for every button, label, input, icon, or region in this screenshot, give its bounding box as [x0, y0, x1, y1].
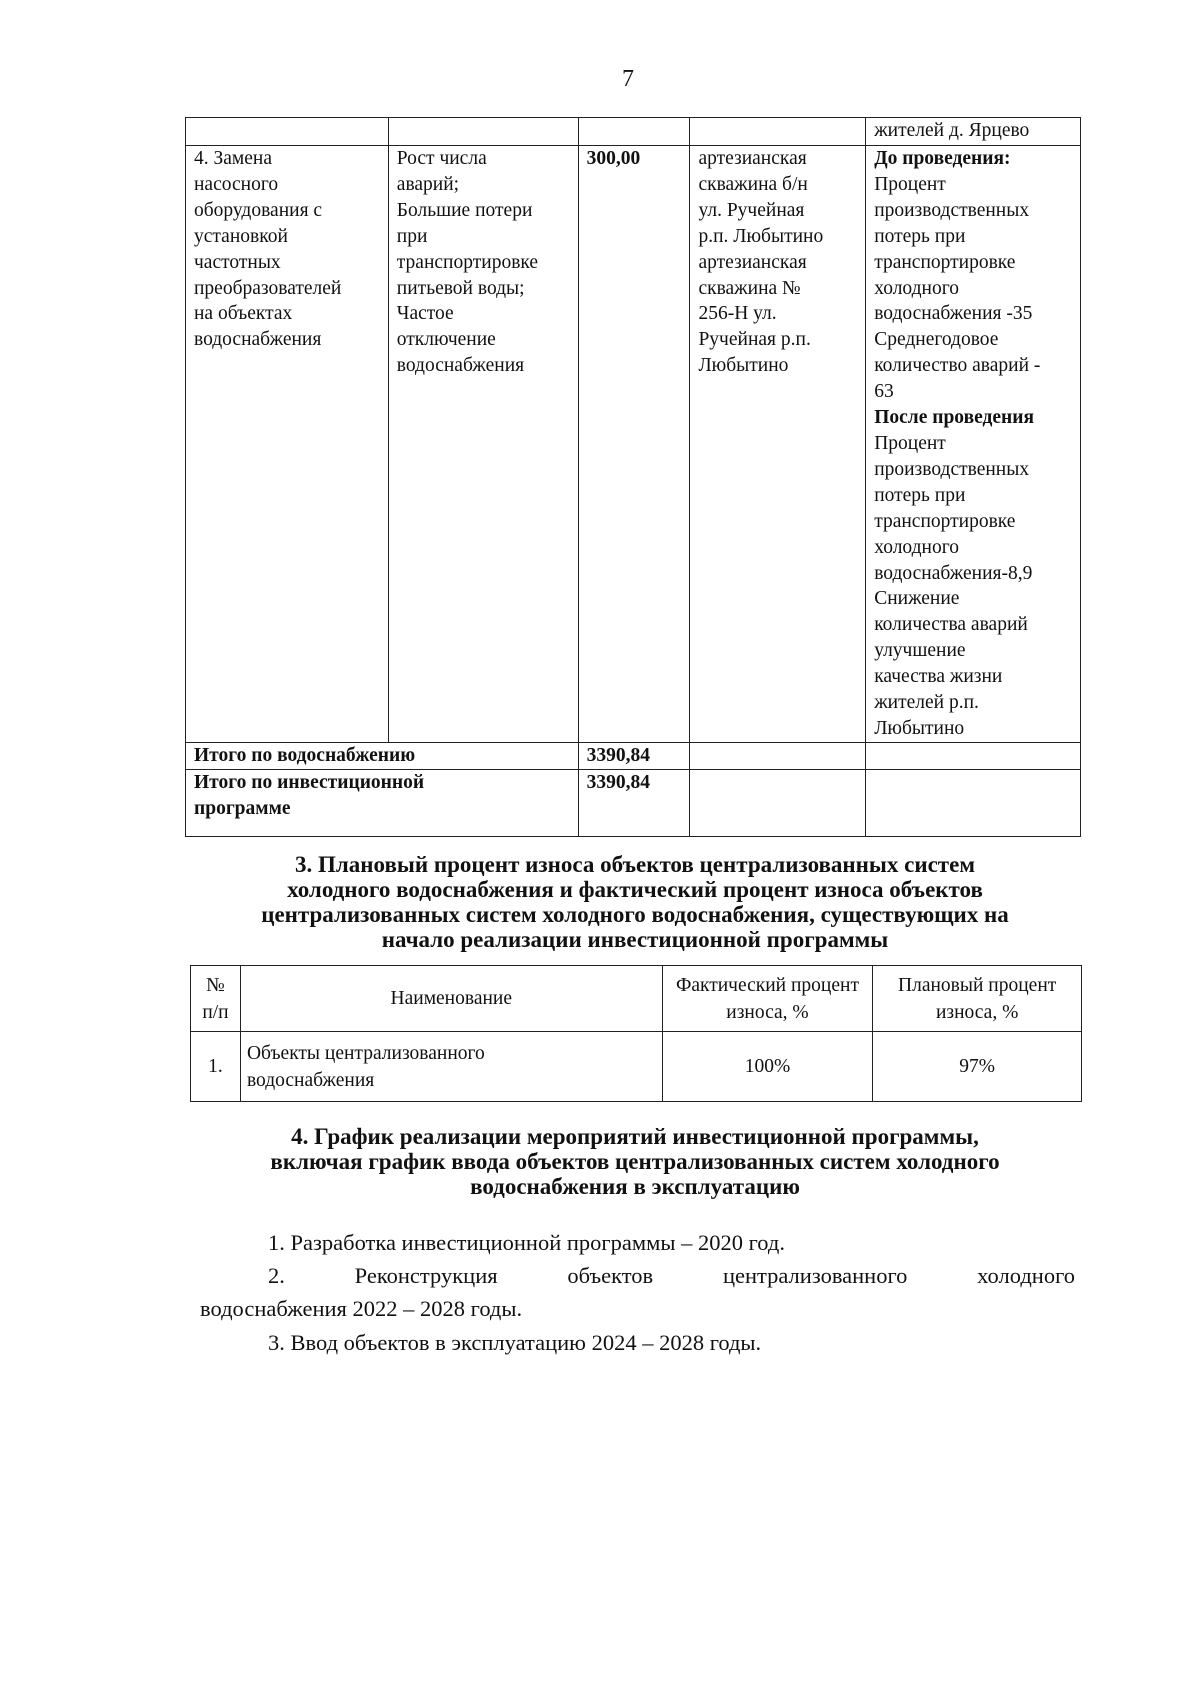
total-water-label: Итого по водоснабжению — [186, 742, 579, 769]
cell-line: Любытино — [874, 717, 965, 739]
section4-title: 4. График реализации мероприятий инвестиционной программы, включая график ввода объектов централизованных систем холодного водоснабжения в эксплуатацию — [270, 1124, 1000, 1199]
before-label: До проведения: — [874, 148, 1011, 169]
page-number: 7 — [622, 66, 634, 92]
cell-line: насосного — [194, 173, 279, 195]
cell-line: жителей р.п. — [874, 692, 979, 714]
cell-effect — [866, 146, 1081, 743]
cell-line: Любытино — [698, 355, 789, 377]
cell-line: 256-Н ул. — [698, 303, 777, 325]
cell-line: водоснабжения — [194, 329, 322, 351]
section3-title: 3. Плановый процент износа объектов централизованных систем холодного водоснабжения и фактический процент износа объектов централизованных систем холодного водоснабжения, существующих на начало реализации инвестиционной программы — [261, 852, 1009, 952]
cell-line: транспортировке — [396, 251, 539, 273]
list-item-cont: водоснабжения 2022 – 2028 годы. — [200, 1296, 523, 1321]
cell-line: потерь при — [874, 225, 966, 247]
cell-line: холодного — [874, 277, 959, 299]
cell-line: установкой — [194, 225, 288, 247]
cell-line: преобразователей — [194, 277, 342, 299]
cell-line: ул. Ручейная — [698, 199, 805, 221]
cell-line: Снижение — [874, 588, 960, 610]
table-row — [191, 1032, 1082, 1102]
cell-line: при — [396, 225, 428, 247]
cell-line: скважина б/н — [698, 173, 808, 195]
table-row — [186, 146, 1081, 743]
cell-line: отключение — [396, 329, 496, 351]
cell-line: Процент — [874, 432, 946, 454]
total-program-label: Итого по инвестиционной программе — [186, 769, 579, 836]
cell-line: на объектах — [194, 303, 293, 325]
cell-num: 1. — [191, 1032, 241, 1102]
investment-table — [185, 117, 1081, 837]
cell-line: аварий; — [396, 173, 460, 195]
table-row-total-program — [186, 769, 1081, 836]
cell-line: количества аварий — [874, 614, 1028, 636]
cell-effect-cont: жителей д. Ярцево — [866, 118, 1081, 146]
header-name: Наименование — [240, 966, 662, 1032]
cell-line: производственных — [874, 199, 1030, 221]
cell-line: потерь при — [874, 484, 966, 506]
cell-line: Процент — [874, 173, 946, 195]
cell-line: Ручейная р.п. — [698, 329, 811, 351]
header-num: № п/п — [191, 966, 241, 1032]
cell-line: водоснабжения -35 — [874, 303, 1033, 325]
cell-line: 63 — [874, 381, 894, 403]
cell-line: р.п. Любытино — [698, 225, 824, 247]
cell-reason — [388, 146, 578, 743]
total-program-value: 3390,84 — [578, 769, 690, 836]
cell-line: частотных — [194, 251, 281, 273]
cell-line: Рост числа — [396, 148, 487, 169]
cell-name: Объекты централизованного водоснабжения — [240, 1032, 662, 1102]
cell-line: скважина № — [698, 277, 801, 299]
table-row — [186, 118, 1081, 146]
cell-line: транспортировке — [874, 251, 1016, 273]
list-item: 1. Разработка инвестиционной программы – 2020 год. — [268, 1230, 785, 1255]
cell-line: производственных — [874, 458, 1030, 480]
list-item: 3. Ввод объектов в эксплуатацию 2024 – 2028 годы. — [268, 1330, 762, 1355]
cell-line: холодного — [874, 536, 959, 558]
cell-line: количество аварий - — [874, 355, 1041, 377]
cell-line: оборудования с — [194, 199, 323, 221]
cell-line: транспортировке — [874, 510, 1016, 532]
cell-line: 4. Замена — [194, 148, 273, 169]
cell-line: Частое — [396, 303, 454, 325]
total-water-value: 3390,84 — [578, 742, 690, 769]
table-row-total-water — [186, 742, 1081, 769]
cell-line: Большие потери — [396, 199, 533, 221]
cell-planned: 97% — [873, 1032, 1082, 1102]
header-actual: Фактический процент износа, % — [662, 966, 873, 1032]
cell-line: артезианская — [698, 251, 807, 273]
after-label: После проведения — [874, 407, 1035, 429]
cell-actual: 100% — [662, 1032, 873, 1102]
table-header — [191, 966, 1082, 1032]
cell-name — [186, 146, 389, 743]
cell-line: водоснабжения — [396, 355, 525, 377]
cell-cost: 300,00 — [578, 146, 690, 743]
cell-location — [690, 146, 866, 743]
cell-line: улучшение — [874, 640, 966, 662]
cell-line: питьевой воды; — [396, 277, 525, 299]
cell-line: Среднегодовое — [874, 329, 999, 351]
cell-line: артезианская — [698, 148, 807, 169]
header-planned: Плановый процент износа, % — [873, 966, 1082, 1032]
list-item: 2. Реконструкция объектов централизованного холодного — [268, 1263, 1075, 1288]
wear-table — [190, 965, 1082, 1102]
cell-line: качества жизни — [874, 666, 1003, 688]
cell-line: водоснабжения-8,9 — [874, 562, 1033, 584]
